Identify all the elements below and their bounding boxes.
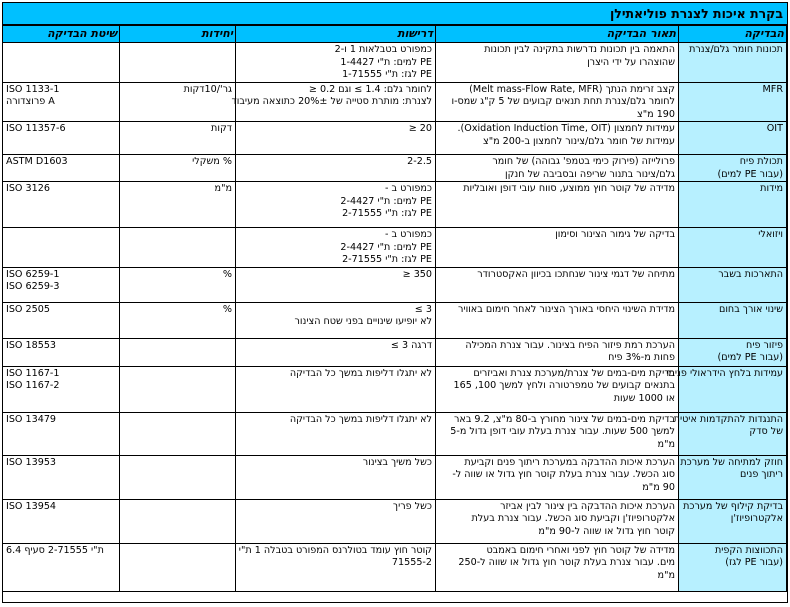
cell-units [120,338,236,366]
cell-description-line: עמידות לחמצון (Oxidation Induction Time, OIT). [457,123,675,134]
cell-description-line: הערכת רמת פיזור הפיח בצינור. עבור צנרת המכילה [465,339,675,351]
cell-method-line: ISO 13954 [6,500,57,512]
cell-method-line: ת"י 2-71555 סעיף 6.4 [6,544,104,556]
cell-requirements-line: לא יתגלו דליפות במשך כל הבדיקה [289,413,432,425]
cell-requirements-line: 20 ≤ [408,123,432,134]
cell-method [3,338,120,366]
cell-requirements [236,267,436,302]
quality-control-table [2,25,787,592]
cell-description-line: עמידות של חומר גלם/צינור לחמצון ב-200 מ"צ [483,135,675,147]
cell-method-line: ISO 13479 [6,413,57,425]
cell-test [679,543,787,591]
cell-test [679,182,787,228]
cell-requirements [236,338,436,366]
table-row [3,82,787,122]
cell-units-line: דקות [211,123,232,134]
cell-units [120,182,236,228]
table-row [3,228,787,268]
cell-method [3,228,120,268]
cell-method [3,302,120,338]
cell-requirements-line: PE לגז: ת"י 1-71555 [342,69,432,80]
cell-description [436,455,679,499]
document-title: בקרת איכות לצנרת פוליאתילן [3,3,787,25]
cell-method [3,412,120,455]
cell-method [3,182,120,228]
cell-description-line: הערכת איכות ההדבקה בין צינור לבין אביזר [500,500,675,512]
cell-description-line: או 1000 שעות [613,392,675,404]
cell-test-line: (עבור PE למים) [717,352,783,363]
cell-units [120,412,236,455]
cell-requirements [236,499,436,543]
cell-test-line: ריתוך פנים [739,469,783,480]
cell-description-line: קוטר חוץ גדול או שווה ל-90 מ"מ [538,525,675,537]
cell-description-line: בתנאים קבועים של טמפרטורה ולחץ למשך 100, 165 [453,380,675,391]
cell-units [120,155,236,182]
cell-test-line: תכונות חומר גלם/צנרת [689,44,783,55]
header-method: שיטת הבדיקה [3,26,120,43]
cell-requirements-line: PE למים: ת"י 2-4427 [340,195,432,207]
cell-description-line: הערכת איכות ההדבקה במערכת ריתוך פנים וקביעת [464,456,675,468]
cell-description [436,155,679,182]
quality-control-document [2,2,788,603]
cell-method-line: ISO 6259-1 [6,268,60,280]
cell-description-line: לחומר גלם/צנרת תחת תנאים קבועים של 5 ק"ג שמס-ו [451,96,675,107]
cell-requirements-line: PE למים: ת"י 1-4427 [340,56,432,68]
cell-units [120,122,236,155]
cell-test [679,82,787,122]
cell-description [436,338,679,366]
cell-method [3,499,120,543]
cell-test [679,302,787,338]
cell-test-line: התכווצות הקפית [714,544,783,556]
cell-requirements-line: קוטר חוץ עומד בטולרנס המפורט בטבלה 1 ת"י [238,544,432,556]
cell-method-line: ISO 1133-1 [6,83,60,95]
table-header-row [3,26,787,43]
cell-description-line: בדיקת מים-במים של צנרת/מערכת צנרת ואביזרים [473,367,675,379]
cell-units [120,82,236,122]
table-row [3,267,787,302]
cell-units-line: % [222,303,232,315]
cell-description-line: התאמה בין תכונות נדרשות בתקינה לבין תכונות [484,44,675,55]
cell-units-line: גר'/10דקות [183,83,232,95]
cell-requirements-line: 3 ≥ [414,303,432,315]
cell-requirements-line: כשל פריך [392,500,432,512]
cell-description [436,82,679,122]
cell-requirements-line: כמפורט בטבלאות 1 ו-2 [334,44,432,55]
table-row [3,302,787,338]
cell-requirements [236,122,436,155]
cell-test [679,499,787,543]
cell-description-line: 190 מ"צ [637,108,675,120]
cell-requirements-line: דרגה 3 ≥ [390,339,432,351]
cell-test-line: התארכות בשבר [718,268,783,280]
cell-description [436,228,679,268]
cell-test-line: תכולת פיח [739,156,783,167]
table-row [3,43,787,83]
cell-method [3,455,120,499]
cell-units [120,366,236,412]
cell-units-line: % משקלי [192,156,232,167]
cell-method-line: ISO 11357-6 [6,123,66,134]
cell-requirements [236,43,436,83]
cell-test [679,455,787,499]
table-body [3,43,787,592]
cell-test-line: ויזואלי [758,229,783,240]
cell-test-line: אלקטרופיוז'ן [730,513,783,524]
cell-units-line: מ"מ [214,183,232,194]
cell-test [679,122,787,155]
cell-requirements-line: PE לגז: ת"י 2-71555 [342,208,432,219]
cell-test [679,155,787,182]
cell-method [3,122,120,155]
cell-description-line: בדיקה של גימור הצינור וסימון [555,229,675,240]
table-row [3,182,787,228]
cell-method [3,543,120,591]
cell-requirements-line: 350 ≤ [402,268,432,280]
cell-requirements [236,228,436,268]
cell-requirements-line: לצנרת: מותרת סטייה של 20%± כתוצאה מעיבוד [231,96,432,107]
cell-test [666,366,787,412]
cell-method [3,366,120,412]
cell-description-line: סוג הכשל. עבור צנרת בעלת קוטר חוץ גדול או שווה ל- [452,469,675,480]
cell-method-line: ISO 3126 [6,183,50,194]
cell-requirements [236,366,436,412]
cell-description [436,412,679,455]
cell-method-line: ISO 13953 [6,456,57,468]
cell-test [679,228,787,268]
cell-description-line: קצב זרימת הנתך (Melt mass-Flow Rate, MFR) [469,83,675,95]
cell-units [120,455,236,499]
table-row [3,338,787,366]
table-row [3,455,787,499]
cell-requirements [236,543,436,591]
cell-method [3,267,120,302]
table-row [3,122,787,155]
table-row [3,366,787,412]
cell-description-line: מדידת השינוי היחסי באורך הצינור לאחר חימום באוויר [458,303,675,315]
cell-description-line: אלקטרופיוז'ן וקביעת סוג הכשל. עבור צנרת בעלת [471,513,675,524]
cell-requirements-line: PE למים: ת"י 2-4427 [340,241,432,253]
header-test: הבדיקה [679,26,787,43]
cell-description [436,267,679,302]
cell-method-line: ISO 1167-2 [6,380,60,391]
cell-units [120,228,236,268]
cell-description-line: מים. עבור צנרת בעלת קוטר חוץ גדול או שווה ל-250 [458,557,675,568]
cell-test-line: (עבור PE למים) [717,168,783,180]
cell-test-line: (עבור PE לגז) [725,557,783,568]
cell-requirements-line: PE לגז: ת"י 2-71555 [342,254,432,265]
cell-test-line: התנגדות להתקדמות איטית [673,413,783,425]
cell-method-line: ISO 2505 [6,303,50,315]
cell-requirements-line: 2-2.5 [407,156,432,167]
cell-test-line: של סדק [749,426,783,437]
cell-description-line: מ"מ [657,438,675,450]
header-description: תאור הבדיקה [436,26,679,43]
cell-units [120,267,236,302]
cell-method [3,43,120,83]
cell-description [436,366,679,412]
cell-units [120,43,236,83]
cell-description-line: מ"מ [657,569,675,581]
cell-requirements-line: כמפורט ב - [385,183,432,194]
cell-units [120,499,236,543]
cell-description [436,543,679,591]
cell-requirements-line: כמפורט ב - [385,229,432,240]
header-requirements: דרישות [236,26,436,43]
cell-requirements [236,302,436,338]
cell-requirements [236,412,436,455]
cell-requirements [236,155,436,182]
cell-units [120,302,236,338]
cell-description [436,499,679,543]
table-row [3,155,787,182]
cell-method [3,82,120,122]
cell-description-line: מדידה של קוטר חוץ לפני ואחרי חימום באמבט [486,544,675,556]
cell-requirements [236,455,436,499]
cell-method-line: ISO 6259-3 [6,281,60,292]
cell-test-line: שינוי אורך בחום [718,303,783,315]
table-row [3,499,787,543]
cell-description-line: שהוצהרו על ידי היצרן [587,56,675,68]
cell-units [120,543,236,591]
cell-description [436,122,679,155]
cell-description-line: בדיקת מים-במים של צינור מחורץ ב-80 מ"צ, 9.2 באר [453,413,675,425]
cell-method [3,155,120,182]
header-units: יחידות [120,26,236,43]
cell-test-line: חוזק למתיחה של מערכת [680,456,783,468]
cell-description [436,302,679,338]
cell-test [679,43,787,83]
cell-requirements [231,82,436,122]
cell-requirements-line: כשל משיך בצינור [362,456,432,468]
cell-method-line: ISO 1167-1 [6,367,60,379]
cell-test-line: MFR [762,83,783,95]
cell-requirements-line: לחומר גלם: 1.4 ≥ וגם 0.2 ≤ [308,83,432,95]
cell-description-line: פרולייזה (פירוק כימי בטמפ' גבוהה) של חומר [492,156,675,167]
cell-description-line: גלם/צינור בתנור שריפה ובסביבה של חנקן [505,168,675,180]
table-row [3,412,787,455]
cell-test-line: מידות [760,183,783,194]
cell-test [673,412,787,455]
cell-test-line: בדיקת קילוף של מערכת [683,500,783,512]
table-row [3,543,787,591]
cell-requirements-line: לא יופיעו שינויים בפני שטח הצינור [294,316,432,327]
cell-description-line: מדידה של קוטר חוץ ממוצע, סווח עובי דופן ואובליות [463,183,675,194]
cell-method-line: ISO 18553 [6,339,57,351]
cell-test [679,267,787,302]
cell-description-line: למשך 500 שעות. עבור צנרת בעלת עובי דופן גדול מ-5 [450,426,675,437]
cell-test-line: פיזור פיח [746,339,783,351]
cell-test-line: עמידות בלחץ הידראולי פנימי [666,367,783,379]
cell-units-line: % [222,268,232,280]
cell-requirements-line: לא יתגלו דליפות במשך כל הבדיקה [289,367,432,379]
cell-requirements-line: 71555-2 [391,557,432,568]
cell-test [679,338,787,366]
cell-description [436,43,679,83]
cell-description-line: פחות מ-3% פיח [608,352,675,363]
cell-method-line: פרוצדורה A [6,96,55,107]
cell-description-line: 90 מ"מ [642,481,675,493]
cell-method-line: ASTM D1603 [6,156,68,167]
cell-requirements [236,182,436,228]
cell-description [436,182,679,228]
cell-description-line: מתיחה של דגמי צינור שנחתכו בכיוון האקסטרודר [477,268,675,280]
cell-test-line: OIT [766,123,783,134]
